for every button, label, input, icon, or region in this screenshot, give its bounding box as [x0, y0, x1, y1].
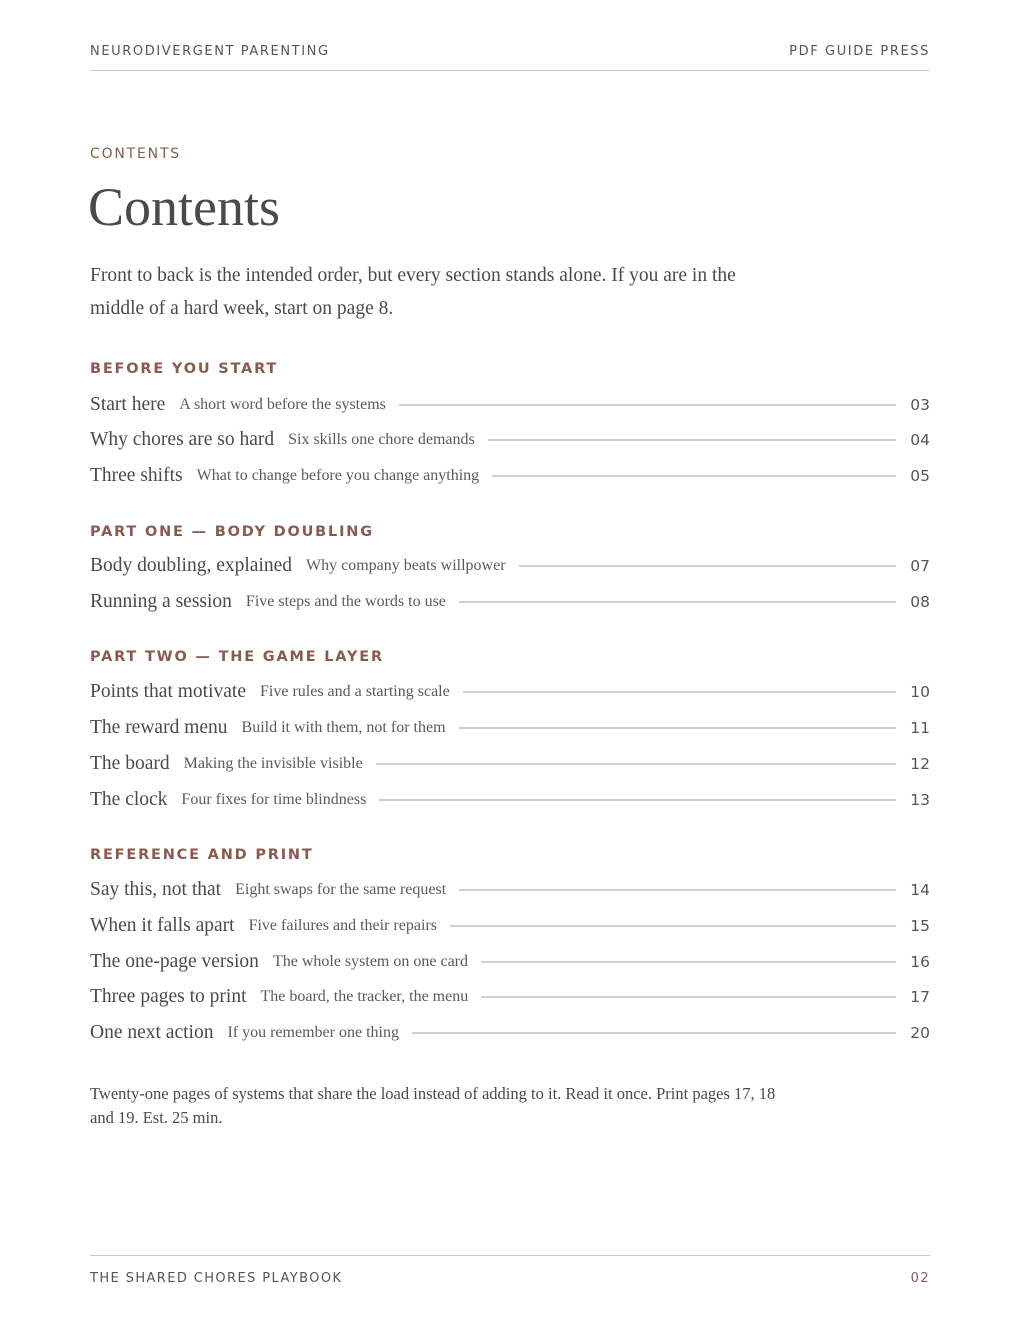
leader-line — [481, 996, 896, 998]
toc-entry[interactable] — [90, 786, 930, 814]
leader-line — [412, 1032, 896, 1034]
toc-entry-desc: The whole system on one card — [272, 953, 468, 970]
toc-entry-page: 12 — [910, 755, 930, 773]
footer-page-number: 02 — [910, 1271, 930, 1286]
section-heading: REFERENCE AND PRINT — [90, 847, 314, 863]
toc-entry-desc: The board, the tracker, the menu — [260, 988, 469, 1005]
summary-note: Twenty-one pages of systems that share the load instead of adding to it. Read it once. Print pages 17, 18 and 19. Est. 25 min. — [90, 1084, 776, 1127]
running-header — [90, 44, 930, 71]
footer-title: THE SHARED CHORES PLAYBOOK — [90, 1271, 343, 1286]
toc-entry-page: 03 — [910, 396, 930, 414]
leader-line — [459, 889, 896, 891]
toc-entry-title: Start here — [90, 394, 166, 415]
toc-entry[interactable] — [90, 714, 930, 742]
toc-entry[interactable] — [90, 426, 930, 454]
leader-line — [450, 925, 896, 927]
header-left: NEURODIVERGENT PARENTING — [90, 44, 330, 59]
toc-entry-page: 16 — [910, 953, 930, 971]
intro-paragraph: Front to back is the intended order, but every section stands alone. If you are in the middle of a hard week, start on page 8. — [90, 265, 736, 319]
toc-entry-desc: Eight swaps for the same request — [235, 881, 447, 898]
toc-entry-desc: Five rules and a starting scale — [260, 683, 450, 700]
toc-entry-page: 15 — [910, 917, 930, 935]
toc-entry[interactable] — [90, 912, 930, 940]
toc-entry-desc: Five failures and their repairs — [248, 917, 437, 934]
page-title: Contents — [88, 177, 281, 237]
toc-entry[interactable] — [90, 983, 930, 1011]
leader-line — [463, 691, 896, 693]
toc-entry[interactable] — [90, 948, 930, 976]
toc-entry[interactable] — [90, 1019, 930, 1047]
toc-entry[interactable] — [90, 678, 930, 706]
toc-entry[interactable] — [90, 391, 930, 419]
toc-entry-page: 04 — [910, 431, 930, 449]
toc-entry-desc: What to change before you change anything — [196, 467, 480, 484]
toc-entry-page: 13 — [910, 791, 930, 809]
leader-line — [488, 439, 896, 441]
section-heading: BEFORE YOU START — [90, 361, 279, 377]
toc-entry-desc: Build it with them, not for them — [241, 719, 446, 736]
toc-entry[interactable] — [90, 462, 930, 490]
toc-entry-page: 08 — [910, 593, 930, 611]
toc-entry-page: 05 — [910, 467, 930, 485]
eyebrow-label: CONTENTS — [90, 146, 181, 162]
toc-entry-desc: Making the invisible visible — [183, 755, 363, 772]
toc-entry-title: One next action — [90, 1022, 214, 1043]
toc-entry[interactable] — [90, 876, 930, 904]
toc-entry-title: The clock — [90, 789, 168, 810]
section-heading: PART ONE — BODY DOUBLING — [90, 524, 374, 540]
toc-entry-title: The one-page version — [90, 951, 259, 972]
leader-line — [379, 799, 896, 801]
toc-entry-page: 11 — [910, 719, 930, 737]
toc-entry-desc: Six skills one chore demands — [288, 431, 475, 448]
toc-entry-title: Say this, not that — [90, 879, 222, 900]
toc-entry-page: 17 — [910, 988, 930, 1006]
toc-entry-title: Body doubling, explained — [90, 555, 293, 576]
leader-line — [519, 565, 896, 567]
toc-entry-title: The reward menu — [90, 717, 228, 738]
header-right: PDF GUIDE PRESS — [789, 44, 930, 59]
toc-entry-title: Three pages to print — [90, 986, 247, 1007]
toc-entry-page: 20 — [910, 1024, 930, 1042]
toc-entry-title: The board — [90, 753, 170, 774]
toc-entry[interactable] — [90, 552, 930, 580]
leader-line — [399, 404, 896, 406]
toc-entry-title: Why chores are so hard — [90, 429, 275, 450]
toc-entry-page: 10 — [910, 683, 930, 701]
toc-entry-title: Running a session — [90, 591, 232, 612]
leader-line — [459, 601, 896, 603]
section-heading: PART TWO — THE GAME LAYER — [90, 649, 384, 665]
leader-line — [481, 961, 896, 963]
toc-entry-page: 14 — [910, 881, 930, 899]
toc-entry-desc: Five steps and the words to use — [245, 593, 446, 610]
leader-line — [459, 727, 896, 729]
leader-line — [492, 475, 896, 477]
toc-entry-page: 07 — [910, 557, 930, 575]
toc-entry-title: Three shifts — [90, 465, 183, 486]
leader-line — [376, 763, 896, 765]
toc-entry-desc: Four fixes for time blindness — [181, 791, 367, 808]
toc-entry[interactable] — [90, 588, 930, 616]
toc-entry-desc: Why company beats willpower — [306, 557, 506, 574]
toc-entry-desc: If you remember one thing — [227, 1024, 399, 1041]
running-footer — [90, 1255, 930, 1286]
toc-entry[interactable] — [90, 750, 930, 778]
toc-entry-title: Points that motivate — [90, 681, 246, 702]
toc-entry-title: When it falls apart — [90, 915, 235, 936]
toc-entry-desc: A short word before the systems — [179, 396, 386, 413]
